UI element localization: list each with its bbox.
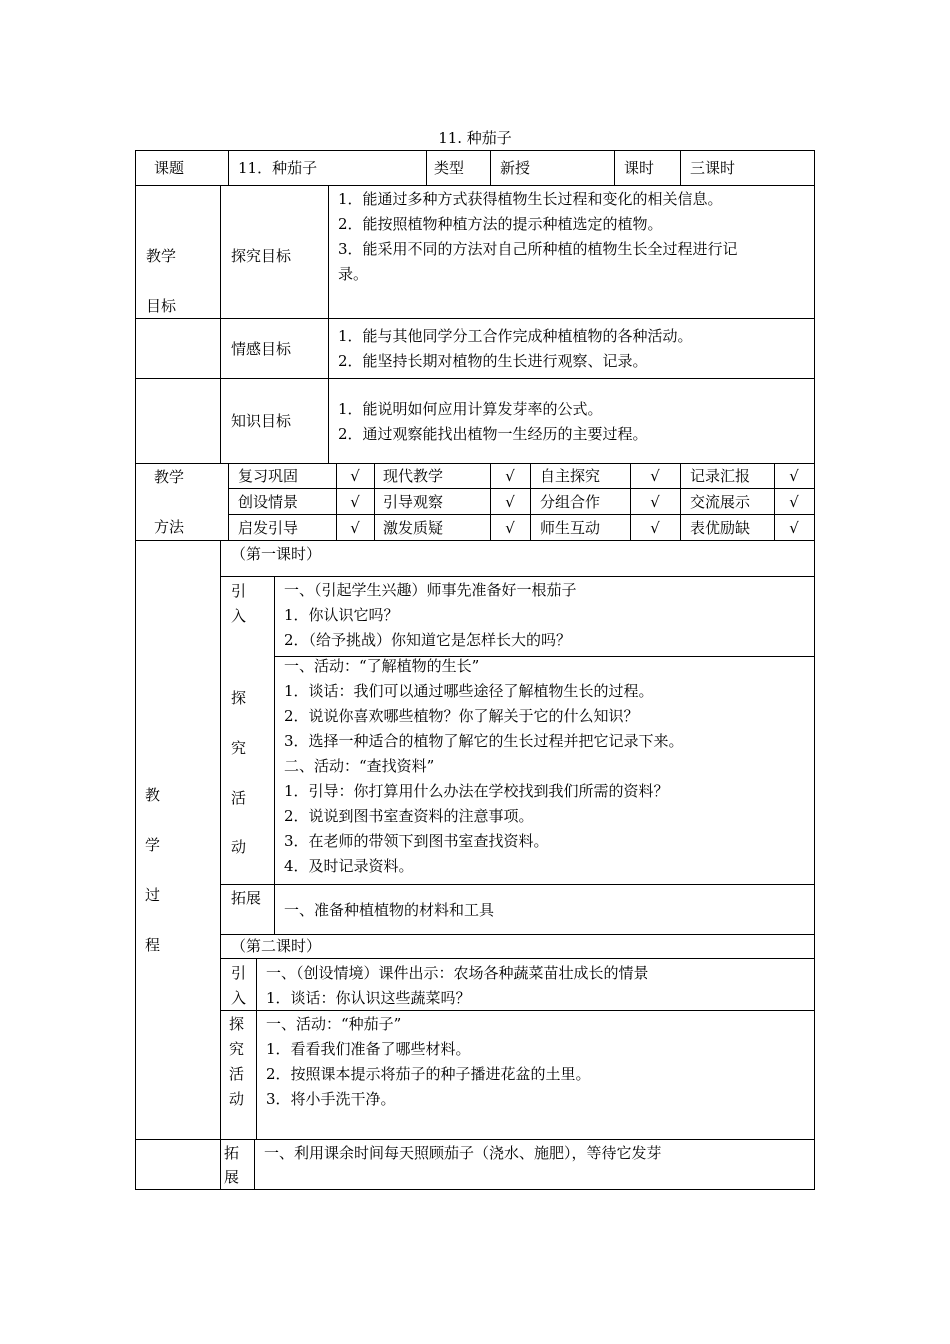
method-name: 师生互动 bbox=[540, 519, 601, 537]
method-check: √ bbox=[350, 519, 360, 537]
method-name: 创设情景 bbox=[238, 493, 299, 511]
method-name: 复习巩固 bbox=[238, 467, 299, 485]
lesson1-activity-item: 二、活动：“查找资料” bbox=[284, 757, 435, 775]
method-name: 引导观察 bbox=[383, 493, 444, 511]
knowledge-goal-item: 1．能说明如何应用计算发芽率的公式。 bbox=[338, 400, 603, 418]
lesson1-ext-item: 一、准备种植植物的材料和工具 bbox=[284, 901, 495, 919]
lesson1-activity-label: 活 bbox=[231, 789, 247, 807]
inquiry-goal-item: 3．能采用不同的方法对自己所种植的植物生长全过程进行记 bbox=[338, 240, 738, 258]
hours-label: 课时 bbox=[624, 159, 655, 177]
process-side-label: 学 bbox=[145, 836, 161, 854]
lesson2-ext-item: 一、利用课余时间每天照顾茄子（浇水、施肥），等待它发芽 bbox=[264, 1144, 662, 1162]
goals-section-label-bottom: 目标 bbox=[146, 297, 177, 315]
method-name: 激发质疑 bbox=[383, 519, 444, 537]
lesson1-ext-label: 拓展 bbox=[231, 889, 262, 907]
inquiry-goal-item: 录。 bbox=[338, 265, 369, 283]
subject-value: 11．种茄子 bbox=[238, 159, 318, 177]
lesson2-intro-label: 入 bbox=[231, 989, 247, 1007]
lesson1-title: （第一课时） bbox=[231, 545, 322, 563]
lesson1-intro-item: 1．你认识它吗？ bbox=[284, 606, 399, 624]
lesson2-ext-label: 展 bbox=[224, 1168, 240, 1186]
method-check: √ bbox=[650, 519, 660, 537]
process-side-label: 过 bbox=[145, 886, 161, 904]
lesson2-activity-item: 1．看看我们准备了哪些材料。 bbox=[266, 1040, 471, 1058]
inquiry-goal-item: 2．能按照植物种植方法的提示种植选定的植物。 bbox=[338, 215, 663, 233]
method-name: 现代教学 bbox=[383, 467, 444, 485]
method-check: √ bbox=[350, 467, 360, 485]
lesson2-activity-item: 2．按照课本提示将茄子的种子播进花盆的土里。 bbox=[266, 1065, 591, 1083]
method-check: √ bbox=[650, 467, 660, 485]
lesson1-activity-label: 究 bbox=[231, 739, 247, 757]
lesson2-title: （第二课时） bbox=[231, 937, 322, 955]
methods-label-top: 教学 bbox=[154, 468, 185, 486]
method-check: √ bbox=[789, 467, 799, 485]
lesson1-activity-label: 动 bbox=[231, 838, 247, 856]
goals-section-label-top: 教学 bbox=[146, 247, 177, 265]
method-check: √ bbox=[650, 493, 660, 511]
inquiry-goal-label: 探究目标 bbox=[231, 247, 292, 265]
lesson2-activity-label: 究 bbox=[229, 1040, 245, 1058]
method-name: 自主探究 bbox=[540, 467, 601, 485]
method-name: 记录汇报 bbox=[690, 467, 751, 485]
method-check: √ bbox=[789, 493, 799, 511]
emotion-goal-item: 2．能坚持长期对植物的生长进行观察、记录。 bbox=[338, 352, 648, 370]
lesson2-activity-item: 一、活动：“种茄子” bbox=[266, 1015, 402, 1033]
lesson1-activity-item: 2．说说到图书室查资料的注意事项。 bbox=[284, 807, 534, 825]
lesson2-activity-label: 探 bbox=[229, 1015, 245, 1033]
knowledge-goal-item: 2．通过观察能找出植物一生经历的主要过程。 bbox=[338, 425, 648, 443]
lesson2-activity-label: 活 bbox=[229, 1065, 245, 1083]
lesson1-activity-item: 1．谈话：我们可以通过哪些途径了解植物生长的过程。 bbox=[284, 682, 654, 700]
hours-value: 三课时 bbox=[690, 159, 736, 177]
lesson1-intro-item: 2．（给予挑战）你知道它是怎样长大的吗？ bbox=[284, 631, 572, 649]
lesson2-intro-label: 引 bbox=[231, 964, 247, 982]
document-title: 11. 种茄子 bbox=[438, 129, 512, 147]
subject-label: 课题 bbox=[154, 159, 185, 177]
method-check: √ bbox=[505, 467, 515, 485]
type-label: 类型 bbox=[434, 159, 465, 177]
lesson1-activity-item: 2．说说你喜欢哪些植物？你了解关于它的什么知识？ bbox=[284, 707, 639, 725]
lesson1-activity-item: 1．引导：你打算用什么办法在学校找到我们所需的资料？ bbox=[284, 782, 669, 800]
method-name: 表优励缺 bbox=[690, 519, 751, 537]
lesson2-intro-item: 1．谈话：你认识这些蔬菜吗？ bbox=[266, 989, 471, 1007]
lesson1-intro-label: 入 bbox=[231, 607, 247, 625]
emotion-goal-item: 1．能与其他同学分工合作完成种植植物的各种活动。 bbox=[338, 327, 693, 345]
method-name: 分组合作 bbox=[540, 493, 601, 511]
method-check: √ bbox=[505, 493, 515, 511]
process-side-label: 教 bbox=[145, 786, 161, 804]
knowledge-goal-label: 知识目标 bbox=[231, 412, 292, 430]
lesson2-ext-label: 拓 bbox=[224, 1144, 240, 1162]
lesson1-activity-item: 一、活动：“了解植物的生长” bbox=[284, 657, 480, 675]
lesson2-activity-label: 动 bbox=[229, 1090, 245, 1108]
lesson1-activity-item: 3．在老师的带领下到图书室查找资料。 bbox=[284, 832, 549, 850]
emotion-goal-label: 情感目标 bbox=[231, 340, 292, 358]
lesson1-activity-label: 探 bbox=[231, 689, 247, 707]
type-value: 新授 bbox=[500, 159, 531, 177]
method-name: 交流展示 bbox=[690, 493, 751, 511]
method-name: 启发引导 bbox=[238, 519, 299, 537]
inquiry-goal-item: 1．能通过多种方式获得植物生长过程和变化的相关信息。 bbox=[338, 190, 723, 208]
lesson2-activity-item: 3．将小手洗干净。 bbox=[266, 1090, 396, 1108]
process-side-label: 程 bbox=[145, 936, 161, 954]
lesson1-intro-item: 一、（引起学生兴趣）师事先准备好一根茄子 bbox=[284, 581, 577, 599]
lesson2-intro-item: 一、（创设情境）课件出示：农场各种蔬菜苗壮成长的情景 bbox=[266, 964, 649, 982]
method-check: √ bbox=[505, 519, 515, 537]
lesson1-activity-item: 3．选择一种适合的植物了解它的生长过程并把它记录下来。 bbox=[284, 732, 684, 750]
method-check: √ bbox=[789, 519, 799, 537]
methods-label-bottom: 方法 bbox=[154, 518, 185, 536]
method-check: √ bbox=[350, 493, 360, 511]
lesson1-intro-label: 引 bbox=[231, 582, 247, 600]
lesson1-activity-item: 4．及时记录资料。 bbox=[284, 857, 414, 875]
